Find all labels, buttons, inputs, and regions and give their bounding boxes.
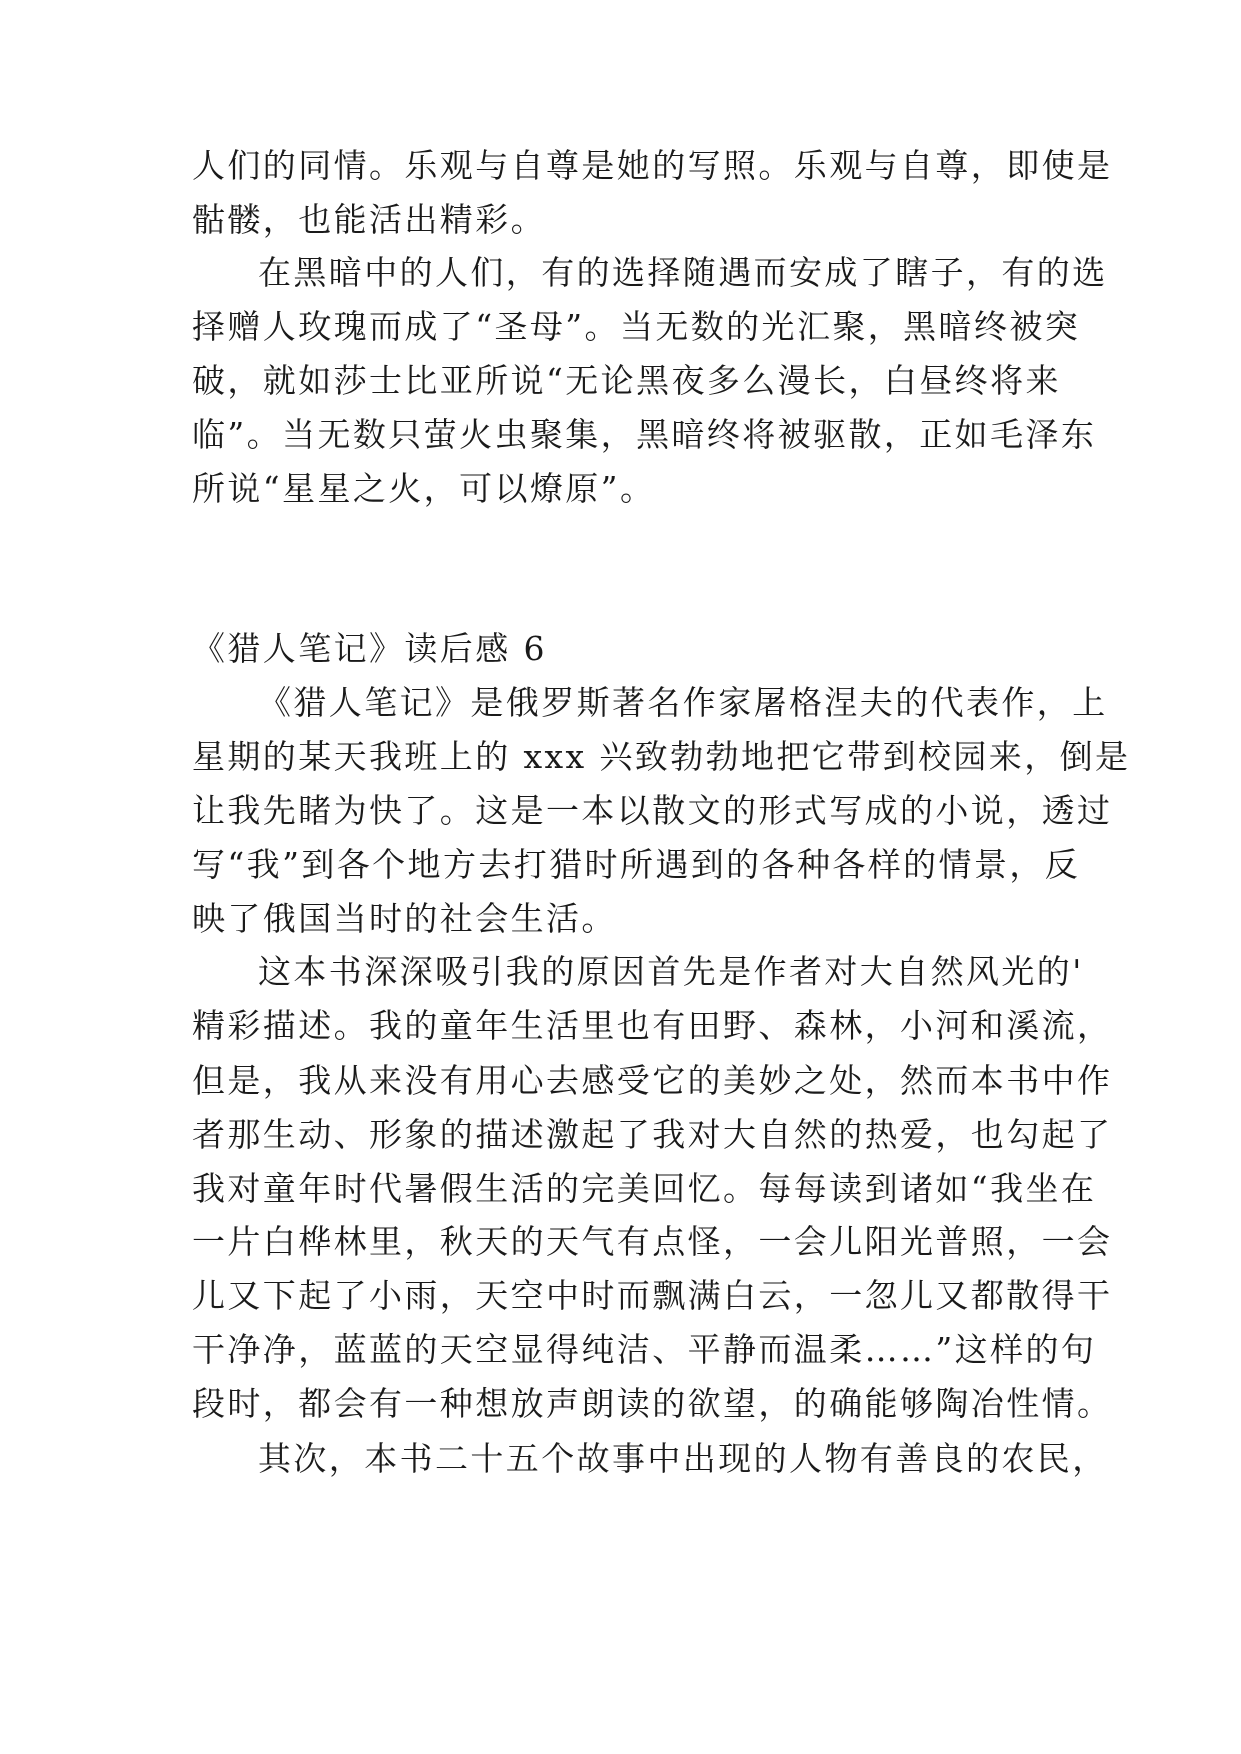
- text-line: 者那生动、形象的描述激起了我对大自然的热爱，也勾起了: [192, 1115, 1113, 1154]
- text-line: 让我先睹为快了。这是一本以散文的形式写成的小说，透过: [192, 791, 1113, 830]
- text-line: 这本书深深吸引我的原因首先是作者对大自然风光的': [258, 952, 1084, 991]
- text-line: 精彩描述。我的童年生活里也有田野、森林，小河和溪流，: [192, 1006, 1113, 1045]
- text-line: 其次，本书二十五个故事中出现的人物有善良的农民，: [258, 1439, 1108, 1478]
- text-line: 儿又下起了小雨，天空中时而飘满白云，一忽儿又都散得干: [192, 1276, 1113, 1315]
- text-line: 干净净，蓝蓝的天空显得纯洁、平静而温柔……”这样的句: [192, 1330, 1097, 1369]
- text-line: 星期的某天我班上的 xxx 兴致勃勃地把它带到校园来，倒是: [192, 737, 1131, 776]
- text-line: 我对童年时代暑假生活的完美回忆。每每读到诸如“我坐在: [192, 1169, 1097, 1208]
- text-line: 《猎人笔记》是俄罗斯著名作家屠格涅夫的代表作，上: [258, 683, 1108, 722]
- text-line: 所说“星星之火，可以燎原”。: [192, 469, 656, 508]
- text-line: 在黑暗中的人们，有的选择随遇而安成了瞎子，有的选: [258, 253, 1108, 292]
- section-heading: 《猎人笔记》读后感 6: [192, 629, 547, 668]
- text-line: 段时，都会有一种想放声朗读的欲望，的确能够陶冶性情。: [192, 1384, 1113, 1423]
- text-line: 映了俄国当时的社会生活。: [192, 899, 617, 938]
- text-line: 临”。当无数只萤火虫聚集，黑暗终将被驱散，正如毛泽东: [192, 415, 1097, 454]
- text-line: 破，就如莎士比亚所说“无论黑夜多么漫长，白昼终将来: [192, 361, 1061, 400]
- text-line: 骷髅，也能活出精彩。: [192, 200, 546, 239]
- text-line: 但是，我从来没有用心去感受它的美妙之处，然而本书中作: [192, 1061, 1113, 1100]
- text-line: 人们的同情。乐观与自尊是她的写照。乐观与自尊，即使是: [192, 146, 1113, 185]
- text-line: 写“我”到各个地方去打猎时所遇到的各种各样的情景，反: [192, 845, 1081, 884]
- text-line: 择赠人玫瑰而成了“圣母”。当无数的光汇聚，黑暗终被突: [192, 307, 1081, 346]
- text-line: 一片白桦林里，秋天的天气有点怪，一会儿阳光普照，一会: [192, 1222, 1113, 1261]
